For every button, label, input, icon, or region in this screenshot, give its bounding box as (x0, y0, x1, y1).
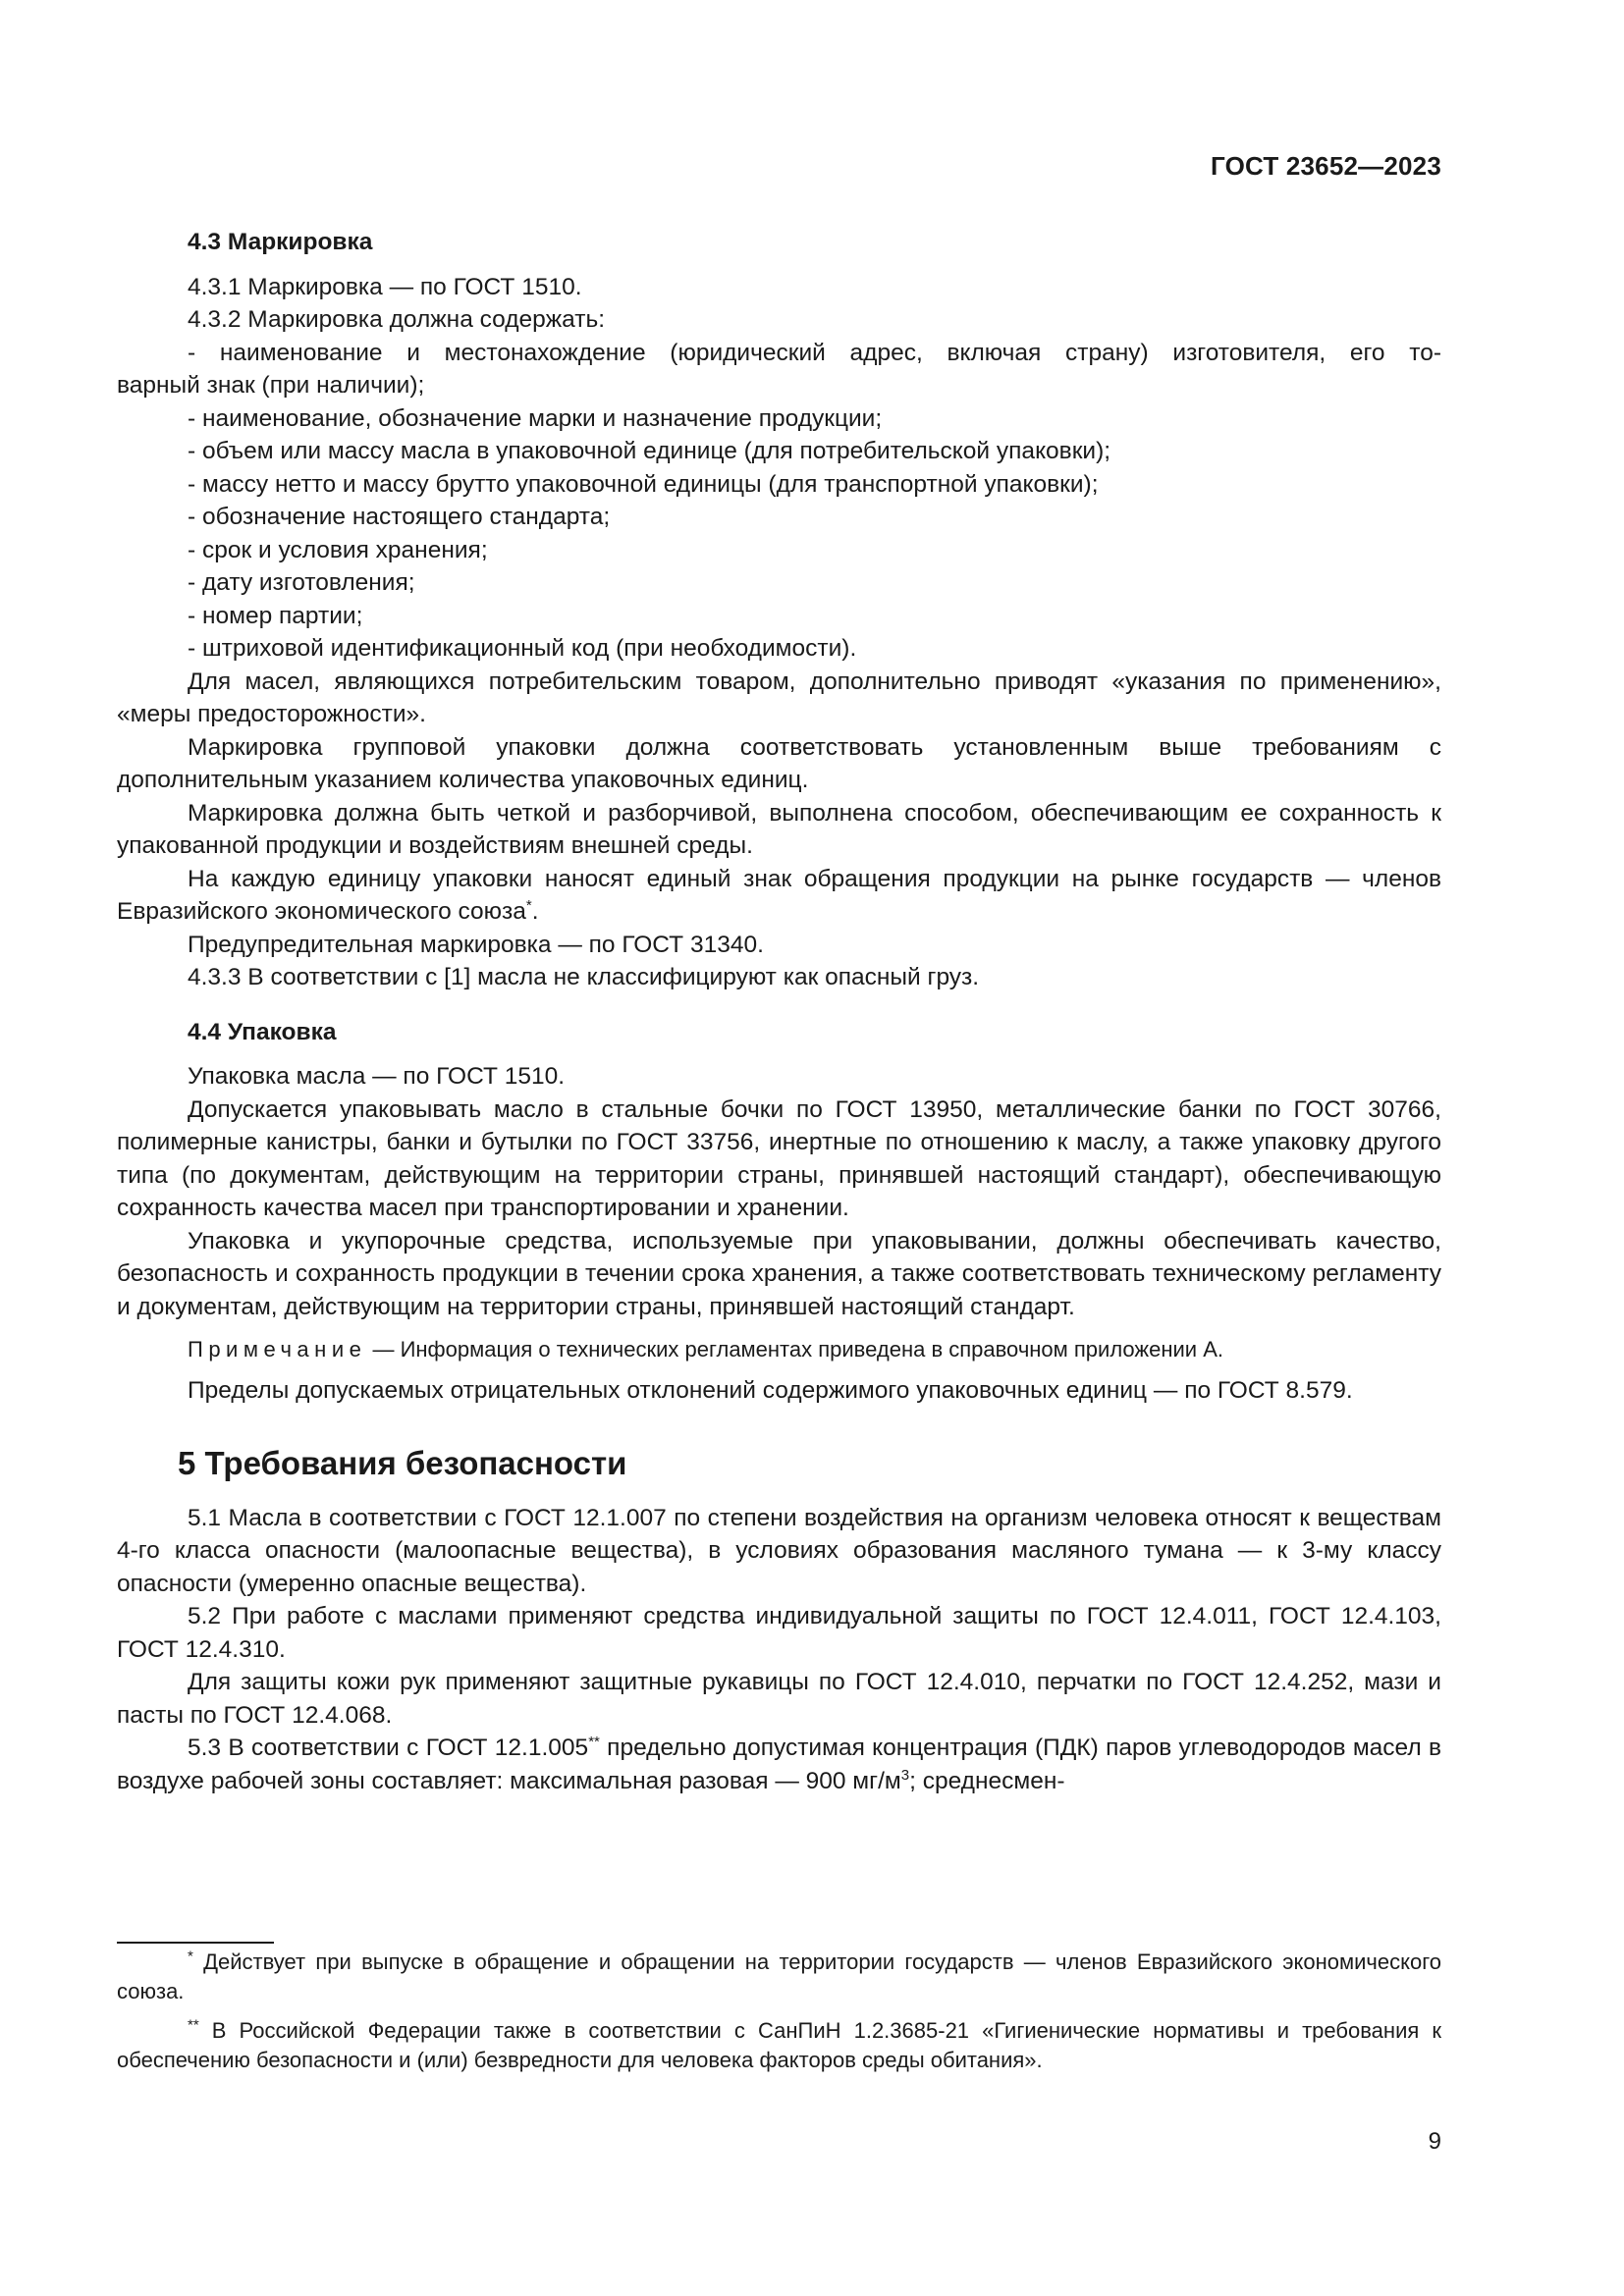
paragraph-end: . (531, 898, 539, 925)
paragraph: Упаковка масла — по ГОСТ 1510. (188, 1063, 566, 1090)
paragraph: 5.2 При работе с маслами применяют средства индивидуальной защиты по ГОСТ 12.4.011, ГОСТ 12.4.103, ГОСТ 12.4.310. (117, 1603, 1441, 1663)
footnote-text: В Российской Федерации также в соответствии с СанПиН 1.2.3685-21 «Гигиенические нормативы и требования к обеспечению безопасности и (или) безвредности для человека факторов среды обитания». (117, 2018, 1441, 2072)
footnote (117, 1948, 1441, 2006)
paragraph: Маркировка должна быть четкой и разборчивой, выполнена способом, обеспечивающим ее сохранность к упакованной продукции и воздействиям внешней среды. (117, 799, 1441, 859)
footnote-divider (117, 1942, 274, 1944)
footnote-mark: * (188, 1948, 193, 1965)
paragraph: 4.3.3 В соответствии с [1] масла не классифицируют как опасный груз. (188, 964, 980, 990)
footnote-reference[interactable]: ** (588, 1733, 600, 1750)
list-item: - наименование, обозначение марки и назначение продукции; (188, 404, 883, 432)
list-item: - штриховой идентификационный код (при необходимости). (188, 635, 857, 662)
paragraph: 4.3.1 Маркировка — по ГОСТ 1510. (188, 273, 582, 300)
list-item: - срок и условия хранения; (188, 536, 488, 563)
paragraph: Для защиты кожи рук применяют защитные рукавицы по ГОСТ 12.4.010, перчатки по ГОСТ 12.4.252, мази и пасты по ГОСТ 12.4.068. (117, 1669, 1441, 1729)
paragraph-text: предельно допустимая концентрация (ПДК) паров углеводородов масел в воздухе рабочей зоны составляет: максимальная разовая — 900 мг/м (117, 1735, 1441, 1794)
footnote-text: Действует при выпуске в обращение и обращении на территории государств — членов Евразийского экономического союза. (117, 1949, 1441, 2003)
list-item: - массу нетто и массу брутто упаковочной единицы (для транспортной упаковки); (188, 470, 1099, 498)
list-item: - дату изготовления; (188, 569, 415, 596)
list-item: - объем или массу масла в упаковочной единице (для потребительской упаковки); (188, 438, 1111, 464)
paragraph-text: 5.3 В соответствии с ГОСТ 12.1.005 (188, 1735, 589, 1761)
note-text: — Информация о технических регламентах приведена в справочном приложении А. (366, 1337, 1223, 1362)
paragraph: Маркировка групповой упаковки должна соответствовать установленным выше требованиям с дополнительным указанием количества упаковочных единиц. (117, 733, 1441, 793)
list-item: - номер партии; (188, 602, 363, 629)
footnote-mark: ** (188, 2016, 199, 2034)
footnote-reference[interactable]: * (525, 896, 532, 914)
list-item: - обозначение настоящего стандарта; (188, 504, 611, 530)
footnotes (117, 1948, 1441, 2075)
paragraph-pdk (117, 1732, 1441, 1797)
list-item: - наименование и местонахождение (юридический адрес, включая страну) изготовителя, его то- (188, 339, 1441, 366)
note-label: Примечание (188, 1337, 367, 1362)
list-item-continuation: варный знак (при наличии); (117, 372, 425, 399)
unit-exponent: 3 (900, 1766, 910, 1784)
page-number: 9 (1428, 2128, 1441, 2155)
paragraph: 5.1 Масла в соответствии с ГОСТ 12.1.007 по степени воздействия на организм человека относят к веществам 4-го класса опасности (малоопасные вещества), в условиях образования масляного тумана — к 3-му классу опасности (умеренно опасные вещества). (117, 1504, 1441, 1597)
paragraph: Предупредительная маркировка — по ГОСТ 31340. (188, 931, 764, 958)
page-content (117, 226, 1441, 1797)
paragraph-text: ; среднесмен- (909, 1767, 1065, 1794)
section-5-heading: 5 Требования безопасности (178, 1444, 627, 1481)
paragraph: Допускается упаковывать масло в стальные бочки по ГОСТ 13950, металлические банки по ГОСТ 30766, полимерные канистры, банки и бутылки по ГОСТ 33756, инертные по отношению к маслу, а также упаковку другого типа (по документам, действующим на территории страны, принявшей настоящий стандарт), обеспечивающую сохранность качества масел при транспортировании и хранении. (117, 1095, 1441, 1221)
paragraph: Для масел, являющихся потребительским товаром, дополнительно приводят «указания по применению», «меры предосторожности». (117, 667, 1441, 727)
paragraph: 4.3.2 Маркировка должна содержать: (188, 306, 606, 333)
section-4-4-heading: 4.4 Упаковка (188, 1018, 337, 1045)
paragraph: Пределы допускаемых отрицательных отклонений содержимого упаковочных единиц — по ГОСТ 8.579. (188, 1377, 1353, 1404)
note (117, 1335, 1441, 1364)
paragraph-eaeu-mark (117, 863, 1441, 929)
section-4-3-heading: 4.3 Маркировка (188, 229, 373, 255)
footnote (117, 2016, 1441, 2075)
paragraph: Упаковка и укупорочные средства, используемые при упаковывании, должны обеспечивать качество, безопасность и сохранность продукции в течении срока хранения, а также соответствовать техническому регламенту и документам, действующим на территории страны, принявшей настоящий стандарт. (117, 1227, 1441, 1320)
document-code: ГОСТ 23652—2023 (1211, 151, 1441, 181)
paragraph-text: На каждую единицу упаковки наносят единый знак обращения продукции на рынке государств — членов Евразийского экономического союза (117, 865, 1441, 925)
